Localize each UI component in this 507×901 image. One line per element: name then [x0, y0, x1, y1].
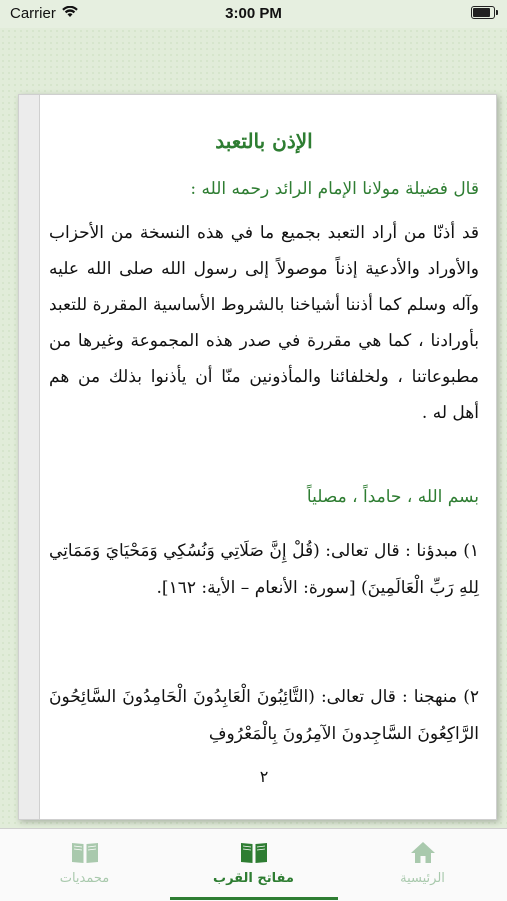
tab-bar	[0, 828, 507, 901]
page-title: الإذن بالتعبد	[215, 129, 313, 153]
intro-line: قال فضيلة مولانا الإمام الرائد رحمه الله :	[190, 179, 479, 199]
page-content	[49, 95, 479, 819]
tab-label-home: الرئيسية	[400, 871, 445, 886]
tab-keys[interactable]	[169, 829, 338, 901]
status-time: 3:00 PM	[225, 5, 282, 22]
basmala-line: بسم الله ، حامداً ، مصلياً	[306, 487, 479, 507]
principle-item-1: ١) مبدؤنا : قال تعالى: (قُلْ إِنَّ صَلَاتِي وَنُسُكِي وَمَحْيَايَ وَمَمَاتِي لِلهِ رَبِّ الْعَالَمِينَ) [سورة: الأنعام – الأية: ١٦٢].	[49, 541, 479, 598]
battery-icon	[471, 6, 495, 19]
page-spine	[19, 95, 40, 819]
tab-label-muhammadiyat: محمديات	[59, 871, 110, 886]
status-bar	[0, 0, 507, 28]
book-page[interactable]	[18, 94, 497, 820]
carrier-label: Carrier	[10, 5, 56, 22]
tab-muhammadiyat[interactable]	[0, 829, 169, 901]
book-viewer[interactable]	[0, 28, 507, 828]
tab-label-keys: مفاتح القرب	[213, 871, 294, 886]
page-number: ٢	[259, 767, 269, 786]
tab-home[interactable]	[338, 829, 507, 901]
home-icon	[408, 839, 438, 865]
book-icon	[239, 839, 269, 865]
principle-item-2: ٢) منهجنا : قال تعالى: (التَّائِبُونَ الْعَابِدُونَ الْحَامِدُونَ السَّائِحُونَ الرَّاكِعُونَ السَّاجِدونَ الآمِرُونَ بِالْمَعْرُوفِ	[49, 687, 479, 744]
book-icon	[70, 839, 100, 865]
body-paragraph: قد أذنّا من أراد التعبد بجميع ما في هذه النسخة من الأحزاب والأوراد والأدعية إذناً موصولاً إلى رسول الله صلى الله عليه وآله وسلم كما أذننا أشياخنا بالشروط الأساسية المقررة للتعبد بأورادنا ، كما هي مقررة في صدر هذه المجموعة وغيرها من مطبوعاتنا ، ولخلفائنا والمأذونين منّا أن يأذنوا بذلك من هم أهل له .	[49, 223, 479, 423]
